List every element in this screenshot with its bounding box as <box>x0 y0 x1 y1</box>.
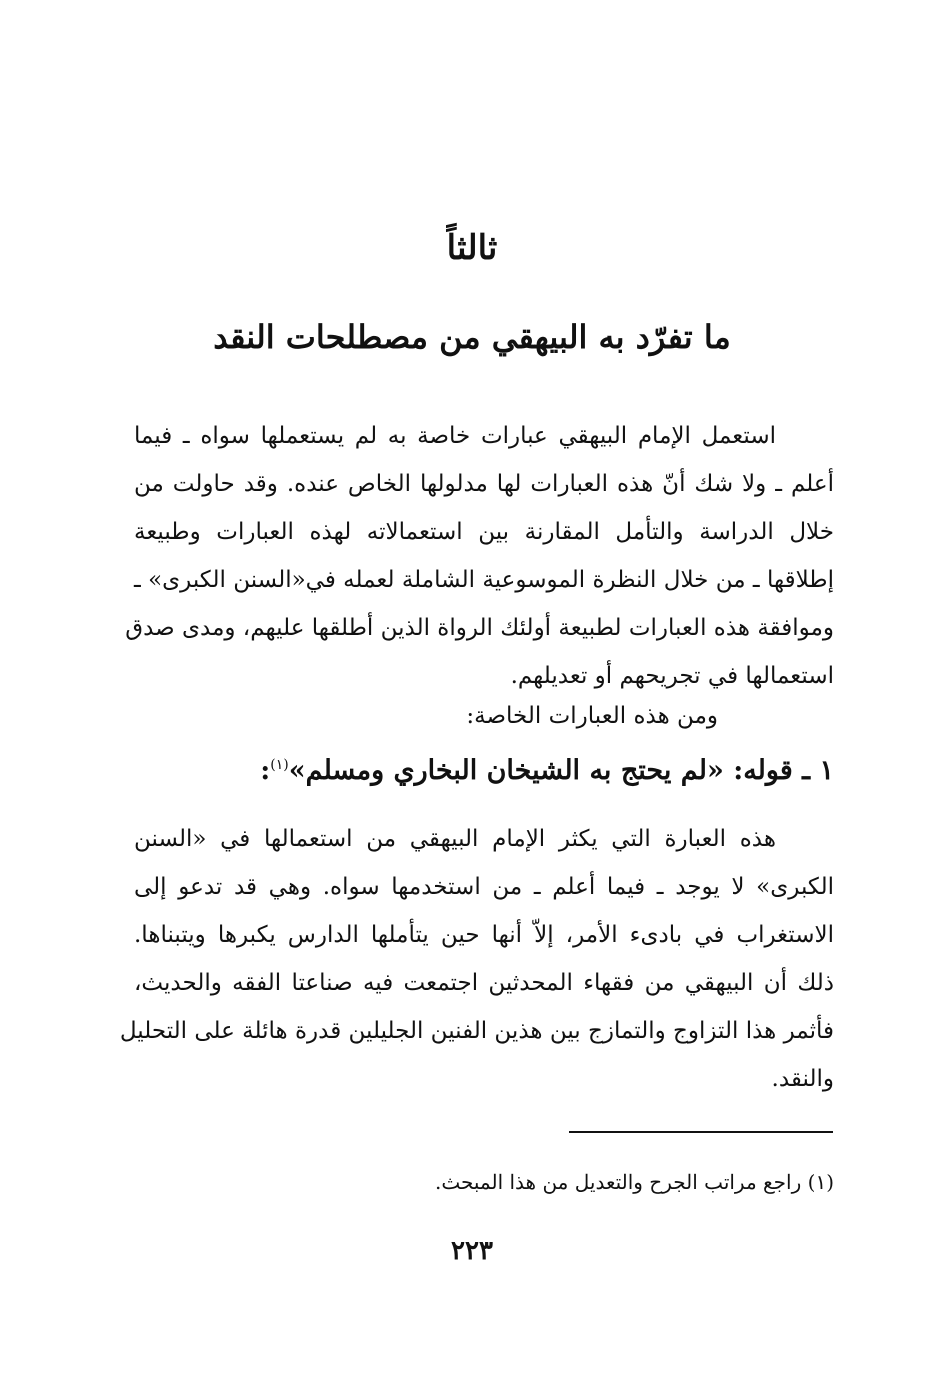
paragraph-line: ذلك أن البيهقي من فقهاء المحدثين اجتمعت فيه صناعتا الفقه والحديث، <box>134 970 834 996</box>
paragraph-line: هذه العبارة التي يكثر الإمام البيهقي من استعمالها في «السنن <box>134 826 777 852</box>
footnote: (١) راجع مراتب الجرح والتعديل من هذا المبحث. <box>434 1170 834 1194</box>
item-paragraph <box>119 815 834 1103</box>
paragraph-line: خلال الدراسة والتأمل المقارنة بين استعمالاته لهذه العبارات وطبيعة <box>134 519 834 545</box>
item-heading-colon: : <box>260 755 271 786</box>
paragraph-line: استعمل الإمام البيهقي عبارات خاصة به لم يستعملها سواه ـ فيما <box>134 423 776 449</box>
intro-paragraph <box>125 412 834 700</box>
footnote-marker: (١) <box>270 757 289 773</box>
paragraph-line: فأثمر هذا التزاوج والتمازج بين هذين الفنين الجليلين قدرة هائلة على التحليل <box>119 1018 834 1044</box>
chapter-title: ما تفرّد به البيهقي من مصطلحات النقد <box>213 318 731 356</box>
paragraph-line: استعمالها في تجريحهم أو تعديلهم. <box>510 663 834 689</box>
section-number-heading: ثالثاً <box>446 228 498 268</box>
footnote-divider <box>569 1131 833 1133</box>
paragraph-line: والنقد. <box>771 1066 834 1092</box>
paragraph-line: أعلم ـ ولا شك أنّ هذه العبارات لها مدلولها الخاص عنده. وقد حاولت من <box>134 471 834 497</box>
paragraph-line: الكبرى» لا يوجد ـ فيما أعلم ـ من استخدمها سواه. وهي قد تدعو إلى <box>134 874 834 900</box>
lead-sentence: ومن هذه العبارات الخاصة: <box>466 703 718 729</box>
page-number: ٢٢٣ <box>451 1236 493 1266</box>
item-heading-text: ـ قوله: «لم يحتج به الشيخان البخاري ومسلم» <box>288 755 811 786</box>
paragraph-line: إطلاقها ـ من خلال النظرة الموسوعية الشاملة لعمله في«السنن الكبرى» ـ <box>134 567 834 593</box>
item-heading <box>134 755 834 786</box>
paragraph-line: وموافقة هذه العبارات لطبيعة أولئك الرواة الذين أطلقها عليهم، ومدى صدق <box>125 615 834 641</box>
paragraph-line: الاستغراب في بادىء الأمر، إلاّ أنها حين يتأملها الدارس يكبرها ويتبناها. <box>134 922 834 948</box>
item-number: ١ <box>819 755 834 786</box>
